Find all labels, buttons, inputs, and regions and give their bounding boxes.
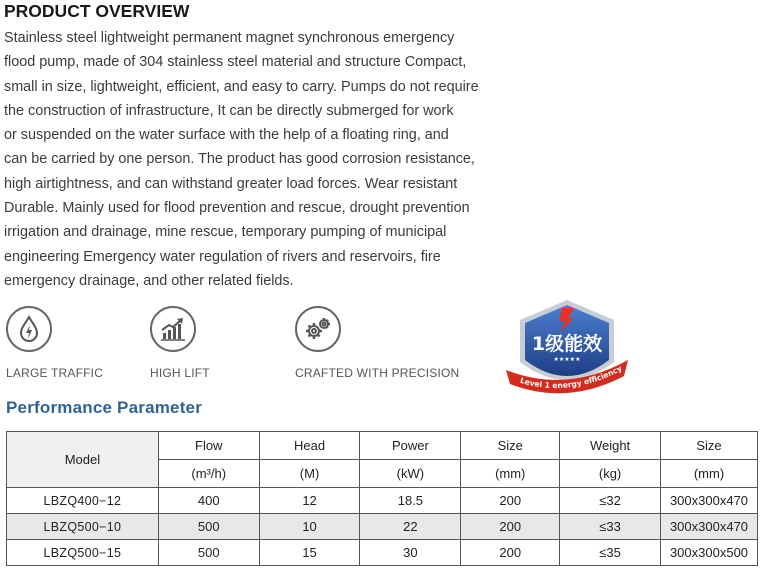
gears-icon <box>295 306 341 352</box>
unit-size: (mm) <box>461 460 560 488</box>
performance-title: Performance Parameter <box>6 398 203 417</box>
badge-ribbon-text: Level 1 energy efficiency <box>519 363 624 391</box>
unit-power: (kW) <box>360 460 461 488</box>
water-drop-icon <box>6 306 52 352</box>
description-line: small in size, lightweight, efficient, and easy to carry. Pumps do not require <box>4 78 479 95</box>
cell-model: LBZQ500−15 <box>7 540 159 566</box>
feature-label: HIGH LIFT <box>150 366 210 380</box>
cell-weight: ≤33 <box>560 514 661 540</box>
energy-efficiency-badge <box>502 296 632 406</box>
header-model: Model <box>7 432 159 488</box>
unit-size-dims: (mm) <box>660 460 757 488</box>
chart-arrow-icon <box>150 306 196 352</box>
cell-weight: ≤32 <box>560 488 661 514</box>
description-line: engineering Emergency water regulation of rivers and reservoirs, fire <box>4 248 441 265</box>
description-line: or suspended on the water surface with the help of a floating ring, and <box>4 127 449 144</box>
cell-model: LBZQ500−10 <box>7 514 159 540</box>
cell-head: 10 <box>259 514 360 540</box>
cell-size: 200 <box>461 514 560 540</box>
cell-dims: 300x300x470 <box>660 514 757 540</box>
header-size-dims: Size <box>660 432 757 460</box>
header-head: Head <box>259 432 360 460</box>
cell-size: 200 <box>461 488 560 514</box>
cell-dims: 300x300x470 <box>660 488 757 514</box>
cell-power: 30 <box>360 540 461 566</box>
description-line: the construction of infrastructure, It can be directly submerged for work <box>4 102 454 119</box>
description-line: Stainless steel lightweight permanent magnet synchronous emergency <box>4 30 455 46</box>
description-line: Durable. Mainly used for flood prevention and rescue, drought prevention <box>4 200 470 217</box>
cell-head: 12 <box>259 488 360 514</box>
cell-flow: 500 <box>158 540 259 566</box>
header-weight: Weight <box>560 432 661 460</box>
description-line: irrigation and drainage, mine rescue, temporary pumping of municipal <box>4 224 447 241</box>
product-overview-title: PRODUCT OVERVIEW <box>4 1 190 21</box>
feature-crafted-precision <box>295 306 460 380</box>
unit-weight: (kg) <box>560 460 661 488</box>
cell-head: 15 <box>259 540 360 566</box>
badge-main-text: 1级能效 <box>531 333 603 355</box>
feature-label: LARGE TRAFFIC <box>6 366 104 380</box>
header-flow: Flow <box>158 432 259 460</box>
table-row <box>7 540 758 566</box>
header-size: Size <box>461 432 560 460</box>
badge-stars: ★★★★★ <box>553 356 581 363</box>
table-row <box>7 488 758 514</box>
table-row <box>7 514 758 540</box>
description-line: high airtightness, and can withstand greater load forces. Wear resistant <box>4 175 458 192</box>
cell-size: 200 <box>461 540 560 566</box>
table-header-row <box>7 432 758 460</box>
cell-flow: 500 <box>158 514 259 540</box>
cell-power: 22 <box>360 514 461 540</box>
cell-flow: 400 <box>158 488 259 514</box>
description-line: flood pump, made of 304 stainless steel material and structure Compact, <box>4 54 467 71</box>
performance-table <box>6 431 758 566</box>
feature-large-traffic <box>6 306 104 380</box>
feature-label: CRAFTED WITH PRECISION <box>295 366 460 380</box>
cell-power: 18.5 <box>360 488 461 514</box>
cell-weight: ≤35 <box>560 540 661 566</box>
description-line: can be carried by one person. The product has good corrosion resistance, <box>4 151 475 168</box>
header-power: Power <box>360 432 461 460</box>
unit-head: (M) <box>259 460 360 488</box>
unit-flow: (m³/h) <box>158 460 259 488</box>
cell-dims: 300x300x500 <box>660 540 757 566</box>
product-description <box>4 26 504 293</box>
feature-high-lift <box>150 306 210 380</box>
description-line: emergency drainage, and other related fields. <box>4 272 294 289</box>
cell-model: LBZQ400−12 <box>7 488 159 514</box>
